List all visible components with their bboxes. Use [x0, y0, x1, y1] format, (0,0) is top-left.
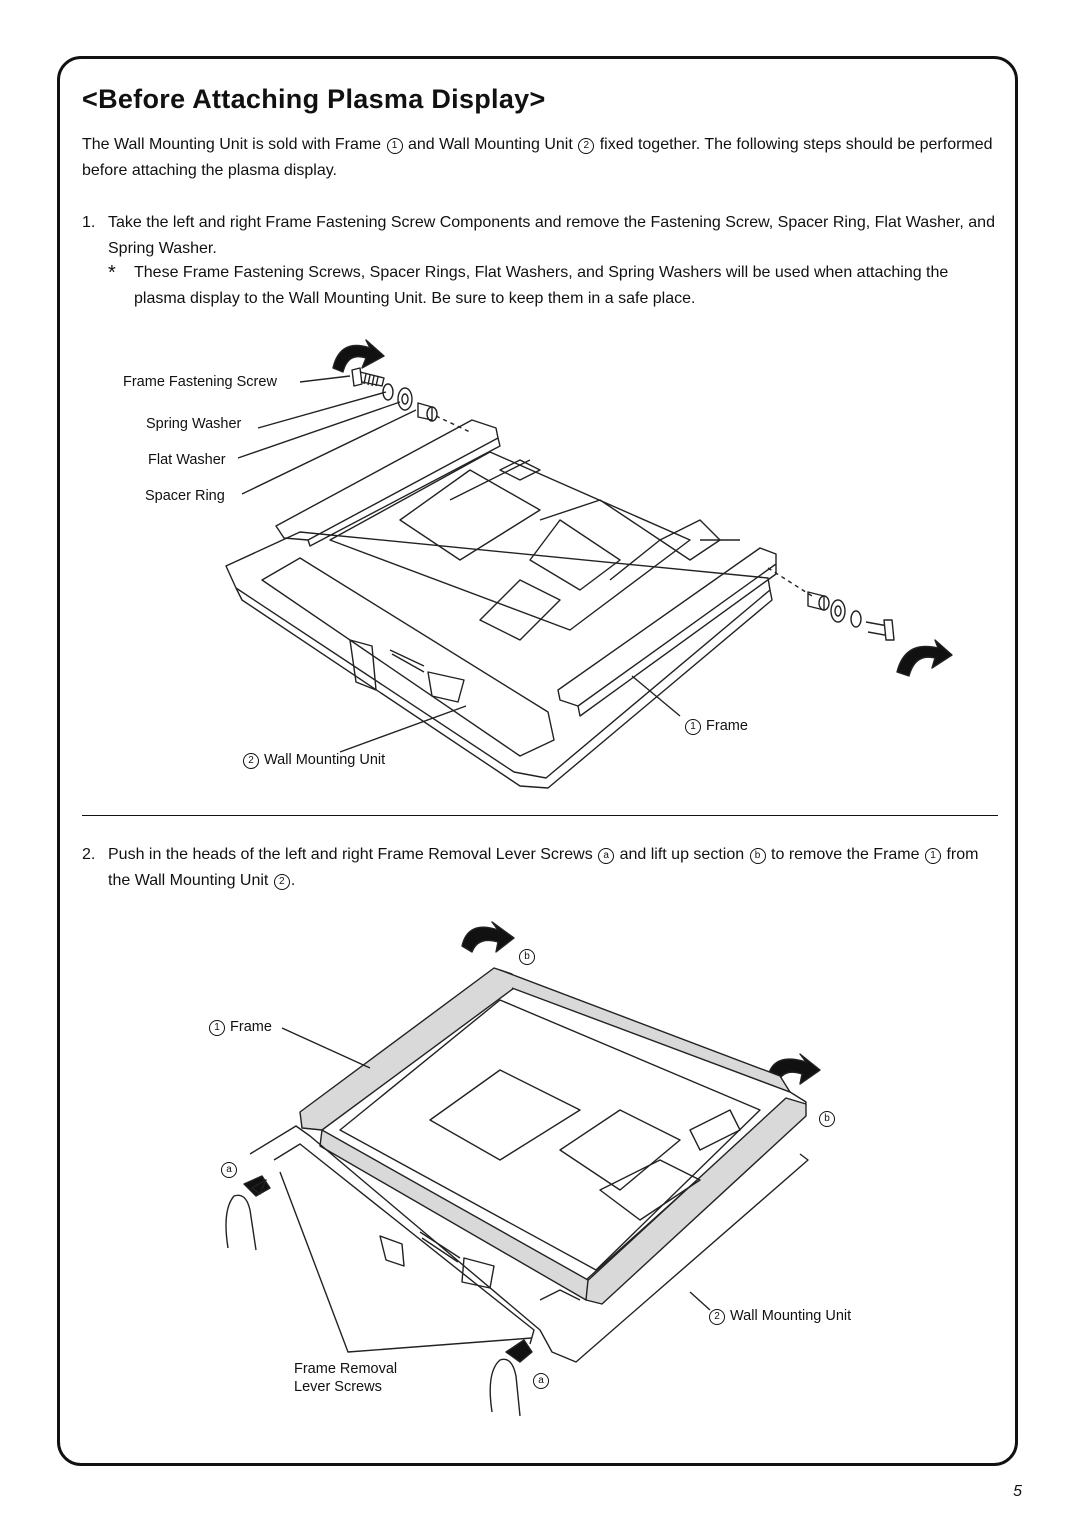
section-b-text: b — [519, 949, 535, 965]
lever-screws-label-line2: Lever Screws — [294, 1379, 382, 1395]
spring-washer-label: Spring Washer — [146, 416, 242, 432]
step-1-text: Take the left and right Frame Fastening Screw Components and remove the Fastening Screw, Spacer Ring, Flat Washer, and Spring Washer. — [108, 214, 995, 257]
step-2-number: 2. — [82, 846, 96, 863]
page-number: 5 — [1013, 1483, 1022, 1500]
unit-label-text: Wall Mounting Unit — [264, 752, 386, 768]
spacer-ring-icon — [418, 403, 437, 421]
section-b-marker-right — [818, 1110, 836, 1127]
finger-icon — [490, 1359, 520, 1416]
screw-icon — [352, 368, 384, 386]
lever-a-marker-left — [220, 1161, 238, 1178]
step-2 — [82, 842, 997, 894]
frame-fastening-screw-label: Frame Fastening Screw — [123, 374, 277, 390]
step-2-text-d: from the Wall Mounting Unit — [108, 846, 979, 889]
flat-washer-icon — [831, 600, 845, 622]
spacer-ring-label: Spacer Ring — [145, 488, 225, 504]
wall-mounting-unit-label-fig1 — [242, 752, 385, 769]
frame-label-text: Frame — [706, 718, 748, 734]
section-divider — [82, 815, 998, 816]
frame-outline — [276, 420, 776, 716]
note-text: These Frame Fastening Screws, Spacer Rings, Flat Washers, and Spring Washers will be used when attaching the plasma display to the Wall Mounting Unit. Be sure to keep them in a safe place. — [134, 264, 949, 307]
finger-icon — [226, 1195, 256, 1250]
section-b-text: b — [819, 1111, 835, 1127]
lever-a-marker-bottom — [532, 1372, 550, 1389]
lever-screw-marker: a — [598, 848, 614, 864]
unit-number-marker: 2 — [274, 874, 290, 890]
unit-number-marker: 2 — [709, 1309, 725, 1325]
rotate-arrow-icon — [333, 340, 384, 372]
push-arrow-icon — [506, 1340, 532, 1362]
intro-middle: and Wall Mounting Unit — [407, 136, 573, 153]
spring-washer-icon — [851, 611, 861, 627]
frame-label-text: Frame — [230, 1019, 272, 1035]
step-2-text-e: . — [290, 872, 296, 889]
section-b-marker-top — [518, 948, 536, 965]
unit-number-marker: 2 — [578, 138, 594, 154]
frame-number-marker: 1 — [209, 1020, 225, 1036]
rotate-arrow-icon — [462, 922, 514, 952]
step-2-text-a: Push in the heads of the left and right Frame Removal Lever Screws — [108, 846, 593, 863]
intro-before: The Wall Mounting Unit is sold with Frame — [82, 136, 382, 153]
section-marker: b — [750, 848, 766, 864]
page-title: <Before Attaching Plasma Display> — [82, 84, 546, 114]
frame-label-fig2 — [208, 1019, 272, 1036]
step-2-text-c: to remove the Frame — [771, 846, 920, 863]
step-2-text — [82, 842, 997, 894]
frame-number-marker: 1 — [685, 719, 701, 735]
lever-a-text: a — [221, 1162, 237, 1178]
frame-label-fig1 — [684, 718, 748, 735]
wall-mounting-unit-label-fig2 — [708, 1308, 851, 1325]
flat-washer-label: Flat Washer — [148, 452, 226, 468]
lever-screws-label-line1: Frame Removal — [294, 1361, 398, 1377]
flat-washer-icon — [398, 388, 412, 410]
note-asterisk: * — [108, 262, 116, 284]
wall-mounting-unit-outline — [226, 532, 772, 788]
frame-number-marker: 1 — [925, 848, 941, 864]
step-1-number: 1. — [82, 214, 96, 231]
unit-label-text: Wall Mounting Unit — [730, 1308, 852, 1324]
rotate-arrow-icon — [897, 640, 952, 676]
lever-a-text: a — [533, 1373, 549, 1389]
intro-after: fixed together. The following steps should be performed before attaching the plasma display. — [82, 136, 993, 179]
frame-outline — [300, 968, 806, 1304]
step-2-text-b: and lift up section — [619, 846, 745, 863]
screw-icon — [866, 620, 894, 640]
frame-number-marker: 1 — [387, 138, 403, 154]
unit-number-marker: 2 — [243, 753, 259, 769]
